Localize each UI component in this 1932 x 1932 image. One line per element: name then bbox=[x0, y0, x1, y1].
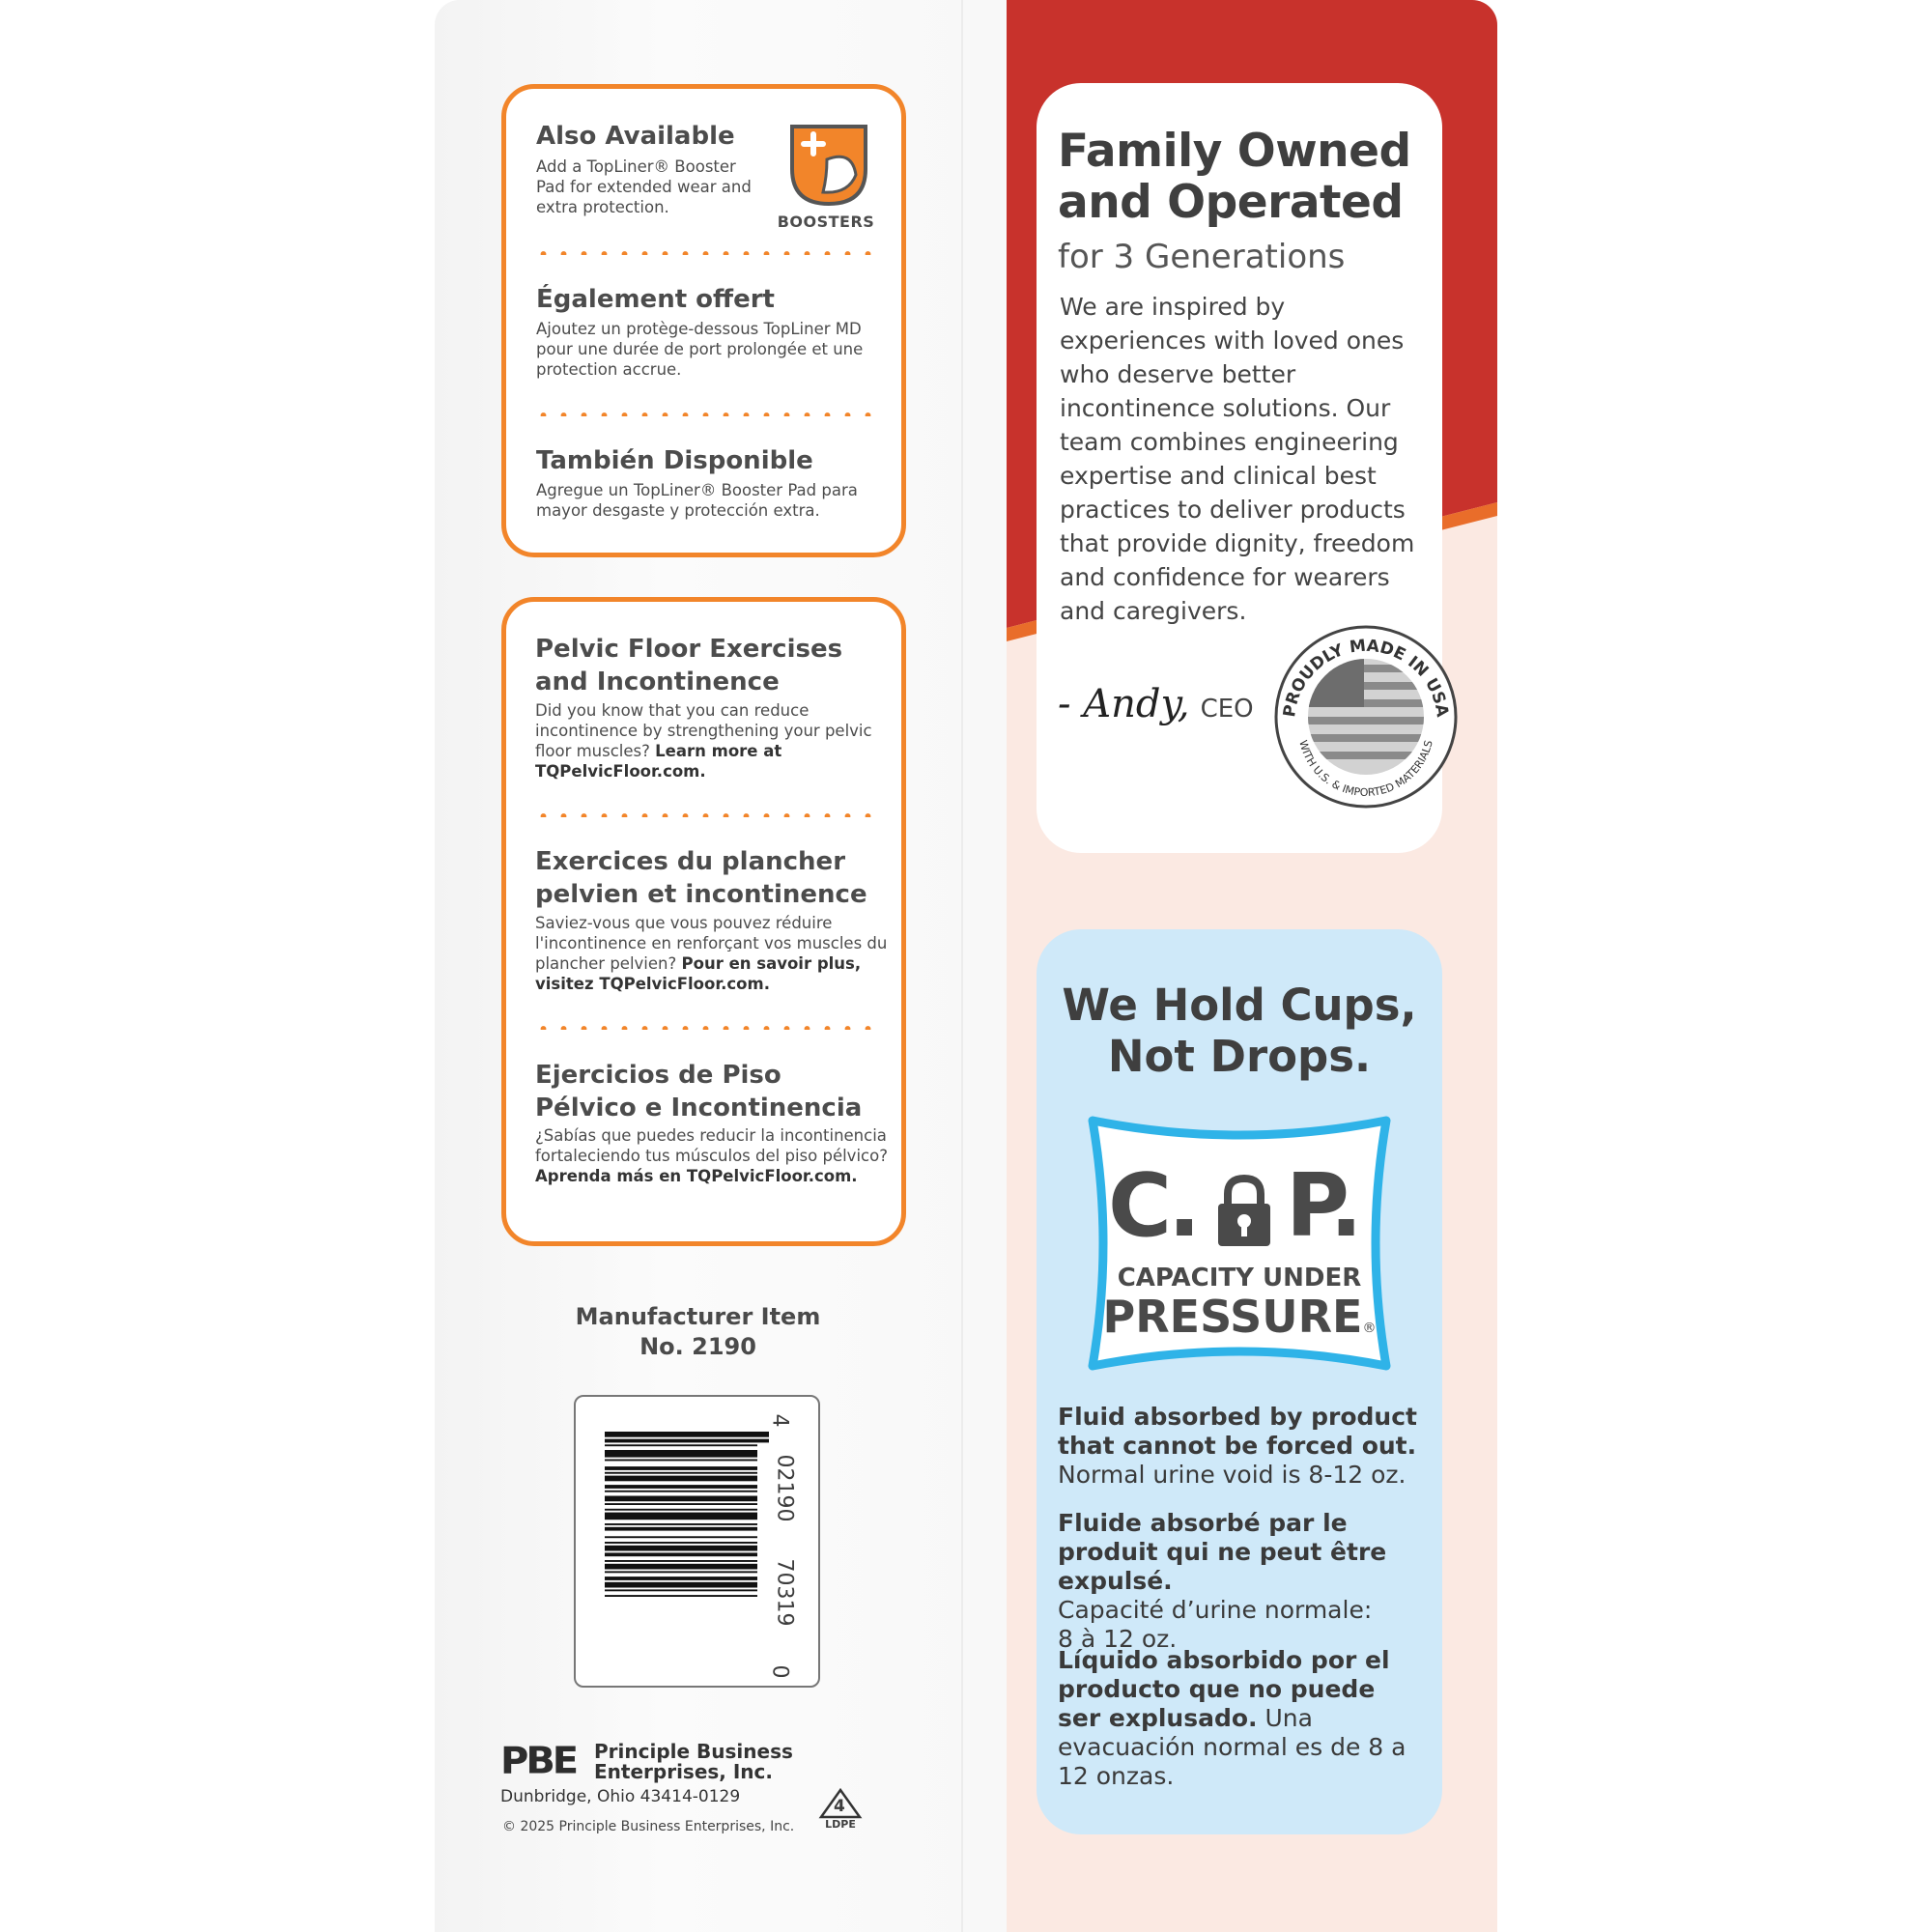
recycle-label: LDPE bbox=[825, 1818, 856, 1831]
barcode-digits-mid2: 02190 bbox=[772, 1454, 797, 1522]
pelvic-en-body bbox=[535, 700, 883, 781]
barcode bbox=[574, 1395, 820, 1688]
family-title bbox=[1058, 126, 1411, 228]
also-available-fr-body: Ajoutez un protège-dessous TopLiner MD pour une durée de port prolongée et une protection accrue. bbox=[536, 320, 864, 379]
lock-icon bbox=[1212, 1173, 1276, 1250]
cup-headline-line1: We Hold Cups, bbox=[1062, 980, 1417, 1031]
seal-bottom-text: WITH U.S. & IMPORTED MATERIALS bbox=[1296, 738, 1435, 800]
fold-line bbox=[961, 0, 963, 1932]
signature-name: - Andy, bbox=[1058, 682, 1190, 726]
cup-logo-sub1: CAPACITY UNDER bbox=[1117, 1264, 1362, 1293]
pelvic-fr-link[interactable]: Pour en savoir plus, visitez TQPelvicFloor.com. bbox=[535, 954, 862, 993]
signature bbox=[1058, 682, 1254, 726]
pelvic-es-body-text: ¿Sabías que puedes reducir la incontinencia fortaleciendo tus músculos del piso pélvico? bbox=[535, 1126, 888, 1165]
pelvic-fr-body bbox=[535, 913, 893, 994]
barcode-bar bbox=[605, 1472, 757, 1474]
pelvic-fr-title: Exercices du plancher pelvien et incontinence bbox=[535, 847, 867, 909]
copyright: © 2025 Principle Business Enterprises, Inc. bbox=[502, 1819, 795, 1834]
cup-es-normal: Una evacuación normal es de 8 a 12 onzas. bbox=[1058, 1704, 1406, 1790]
barcode-bar bbox=[605, 1571, 757, 1573]
also-available-es-title: También Disponible bbox=[536, 446, 813, 475]
barcode-bar bbox=[605, 1439, 769, 1443]
barcode-bar bbox=[605, 1589, 757, 1591]
cup-logo-reg: ® bbox=[1362, 1321, 1377, 1336]
barcode-digit-right: 4 bbox=[767, 1413, 792, 1428]
barcode-digit-left: 0 bbox=[767, 1664, 792, 1679]
cup-fr-bold: Fluide absorbé par le produit qui ne peut être expulsé. bbox=[1058, 1509, 1387, 1595]
cup-en-bold: Fluid absorbed by product that cannot be forced out. bbox=[1058, 1403, 1417, 1460]
booster-pad-icon bbox=[784, 121, 873, 210]
cup-es-bold: Líquido absorbido por el producto que no puede ser explusado. bbox=[1058, 1646, 1390, 1732]
barcode-bar bbox=[605, 1577, 757, 1580]
also-available-en-body: Add a TopLiner® Booster Pad for extended wear and extra protection. bbox=[536, 157, 752, 216]
cup-headline-line2: Not Drops. bbox=[1107, 1031, 1372, 1082]
family-title-line2: and Operated bbox=[1058, 176, 1404, 229]
recycle-icon bbox=[817, 1787, 864, 1832]
pelvic-en-body-text: Did you know that you can reduce incontinence by strengthening your pelvic floor muscles? bbox=[535, 701, 872, 760]
cup-logo-c: C. bbox=[1108, 1155, 1198, 1257]
cup-logo-p: P. bbox=[1286, 1155, 1359, 1257]
barcode-bar bbox=[605, 1595, 757, 1597]
pelvic-es-link[interactable]: Aprenda más en TQPelvicFloor.com. bbox=[535, 1167, 858, 1185]
cup-en-normal: Normal urine void is 8-12 oz. bbox=[1058, 1461, 1406, 1489]
divider-dots bbox=[533, 1026, 876, 1030]
cup-logo bbox=[1079, 1107, 1400, 1379]
barcode-bar bbox=[605, 1582, 757, 1588]
cup-es-text bbox=[1058, 1646, 1425, 1791]
family-body: We are inspired by experiences with loved ones who deserve better incontinence solutions. Our team combines engineering expertise and clinical best practices to deliver products that provide dignity, freedom and confidence for wearers and caregivers. bbox=[1060, 293, 1415, 625]
pelvic-es-title: Ejercicios de Piso Pélvico e Incontinencia bbox=[535, 1061, 863, 1122]
booster-label: BOOSTERS bbox=[777, 213, 875, 231]
company-name-line2: Enterprises, Inc. bbox=[594, 1760, 773, 1783]
barcode-bar bbox=[605, 1450, 757, 1458]
barcode-bar bbox=[605, 1560, 757, 1562]
pelvic-fr-body-text: Saviez-vous que vous pouvez réduire l'incontinence en renforçant vos muscles du plancher pelvien? bbox=[535, 914, 888, 973]
manufacturer-item bbox=[541, 1302, 855, 1362]
barcode-bar bbox=[605, 1466, 757, 1470]
divider-dots bbox=[533, 412, 876, 416]
family-owned-card bbox=[1037, 83, 1452, 853]
barcode-bars bbox=[605, 1432, 769, 1658]
barcode-bar bbox=[605, 1527, 757, 1531]
barcode-bar bbox=[605, 1491, 757, 1492]
barcode-bar bbox=[605, 1444, 757, 1446]
barcode-bar bbox=[605, 1523, 757, 1525]
svg-text:PROUDLY MADE IN USA bbox=[1280, 637, 1452, 720]
barcode-bar bbox=[605, 1476, 757, 1482]
cup-fr-normal: Capacité d’urine normale: 8 à 12 oz. bbox=[1058, 1596, 1373, 1653]
cup-logo-sub2-text: PRESSURE bbox=[1102, 1291, 1363, 1343]
pelvic-floor-card bbox=[501, 597, 906, 1246]
company-name-line1: Principle Business bbox=[594, 1740, 793, 1763]
barcode-bar bbox=[605, 1485, 757, 1489]
barcode-bar bbox=[605, 1536, 757, 1538]
also-available-en-title: Also Available bbox=[536, 122, 735, 151]
pelvic-en-title: Pelvic Floor Exercises and Incontinence bbox=[535, 635, 843, 696]
barcode-digits-mid1: 70319 bbox=[772, 1558, 797, 1627]
barcode-bar bbox=[605, 1542, 757, 1544]
cup-en-text bbox=[1058, 1403, 1425, 1490]
pbe-logo: PBE bbox=[500, 1740, 577, 1782]
barcode-bar bbox=[605, 1432, 769, 1437]
family-subtitle: for 3 Generations bbox=[1058, 238, 1346, 276]
company-name bbox=[594, 1742, 793, 1782]
barcode-bar bbox=[605, 1564, 757, 1570]
barcode-digits bbox=[755, 1406, 813, 1681]
barcode-bar bbox=[605, 1460, 757, 1462]
cup-headline bbox=[1037, 980, 1442, 1082]
made-in-usa-seal bbox=[1273, 622, 1459, 811]
pelvic-es-body bbox=[535, 1125, 893, 1186]
manufacturer-item-line2: No. 2190 bbox=[639, 1333, 756, 1360]
pelvic-en-link[interactable]: Learn more at TQPelvicFloor.com. bbox=[535, 742, 782, 781]
seal-top-text: PROUDLY MADE IN USA bbox=[1280, 636, 1452, 719]
svg-text:WITH U.S. & IMPORTED MATERIALS bbox=[1296, 739, 1435, 799]
barcode-bar bbox=[605, 1552, 757, 1556]
also-available-fr-title: Également offert bbox=[536, 285, 775, 314]
cup-logo-sub2 bbox=[1079, 1291, 1400, 1343]
barcode-bar bbox=[605, 1546, 757, 1551]
divider-dots bbox=[533, 251, 876, 255]
divider-dots bbox=[533, 813, 876, 817]
barcode-bar bbox=[605, 1503, 757, 1505]
recycle-number: 4 bbox=[834, 1797, 845, 1816]
also-available-es-body: Agregue un TopLiner® Booster Pad para mayor desgaste y protección extra. bbox=[536, 481, 858, 520]
barcode-bar bbox=[605, 1509, 757, 1511]
cup-fr-text bbox=[1058, 1509, 1436, 1654]
company-address: Dunbridge, Ohio 43414-0129 bbox=[500, 1787, 741, 1806]
cup-card bbox=[1037, 929, 1442, 1834]
signature-role: CEO bbox=[1200, 695, 1254, 724]
barcode-bar bbox=[605, 1496, 757, 1502]
barcode-bar bbox=[605, 1513, 757, 1520]
family-title-line1: Family Owned bbox=[1058, 125, 1411, 178]
manufacturer-item-line1: Manufacturer Item bbox=[575, 1303, 821, 1330]
